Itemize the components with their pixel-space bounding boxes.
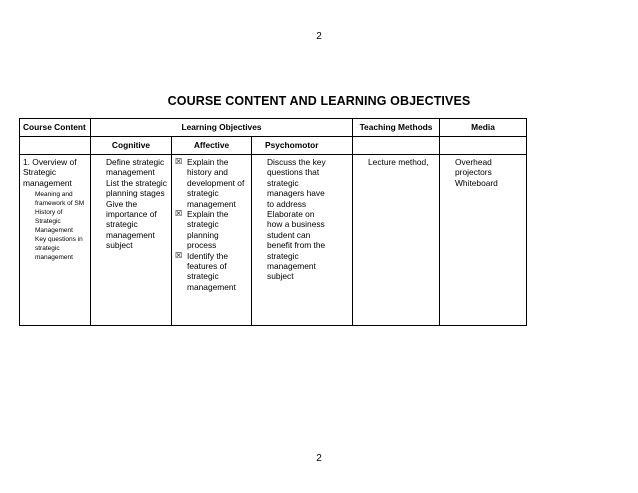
list-item: ☒ Explain the history and development of strategic management <box>175 157 245 209</box>
table-row <box>20 155 621 326</box>
page-number-bottom: 2 <box>316 453 322 464</box>
header-teaching-methods: Teaching Methods <box>353 119 440 137</box>
content-title: 1. Overview of Strategic management <box>23 157 77 188</box>
header-media: Media <box>440 119 527 137</box>
header-affective: Affective <box>172 137 252 155</box>
list-item: ☒ Identify the features of strategic management <box>175 250 236 292</box>
list-item: Overhead projectors <box>455 157 492 178</box>
header-learning-objectives: Learning Objectives <box>91 119 353 137</box>
checked-box-icon: ☒ <box>175 250 183 260</box>
list-item: Define strategic management <box>106 157 165 178</box>
list-item: Key questions in strategic management <box>35 236 83 262</box>
list-item: ☒ Explain the strategic planning process <box>175 209 229 251</box>
list-item: Give the importance of strategic management subject <box>106 198 157 251</box>
objectives-table <box>19 118 621 326</box>
list-item: List the strategic planning stages <box>106 177 167 199</box>
checked-box-icon: ☒ <box>175 209 183 219</box>
list-item: Elaborate on how a business student can benefit from the strategic management subject <box>267 209 326 282</box>
media-cell <box>440 155 527 326</box>
header-course-content: Course Content <box>20 119 91 137</box>
cognitive-cell <box>91 155 172 326</box>
blank-cell <box>440 137 527 155</box>
teaching-methods-cell <box>353 155 440 326</box>
affective-cell <box>172 155 252 326</box>
list-item: Lecture method, <box>368 157 429 167</box>
psychomotor-cell <box>252 155 353 326</box>
table-header-row <box>20 119 621 137</box>
list-item: Whiteboard <box>455 177 498 188</box>
blank-cell <box>20 137 91 155</box>
table-subheader-row <box>20 137 621 155</box>
list-item: Meaning and framework of SM <box>35 191 85 208</box>
page-number-top: 2 <box>316 31 322 42</box>
list-item: Discuss the key questions that strategic managers have to address <box>267 157 326 209</box>
blank-cell <box>353 137 440 155</box>
checked-box-icon: ☒ <box>175 157 183 166</box>
content-subtopics <box>23 190 87 262</box>
list-item: History of Strategic Management <box>35 209 73 235</box>
header-cognitive: Cognitive <box>91 137 172 155</box>
header-psychomotor: Psychomotor <box>252 137 353 155</box>
page-title: COURSE CONTENT AND LEARNING OBJECTIVES <box>167 94 471 108</box>
course-content-cell <box>20 155 91 326</box>
